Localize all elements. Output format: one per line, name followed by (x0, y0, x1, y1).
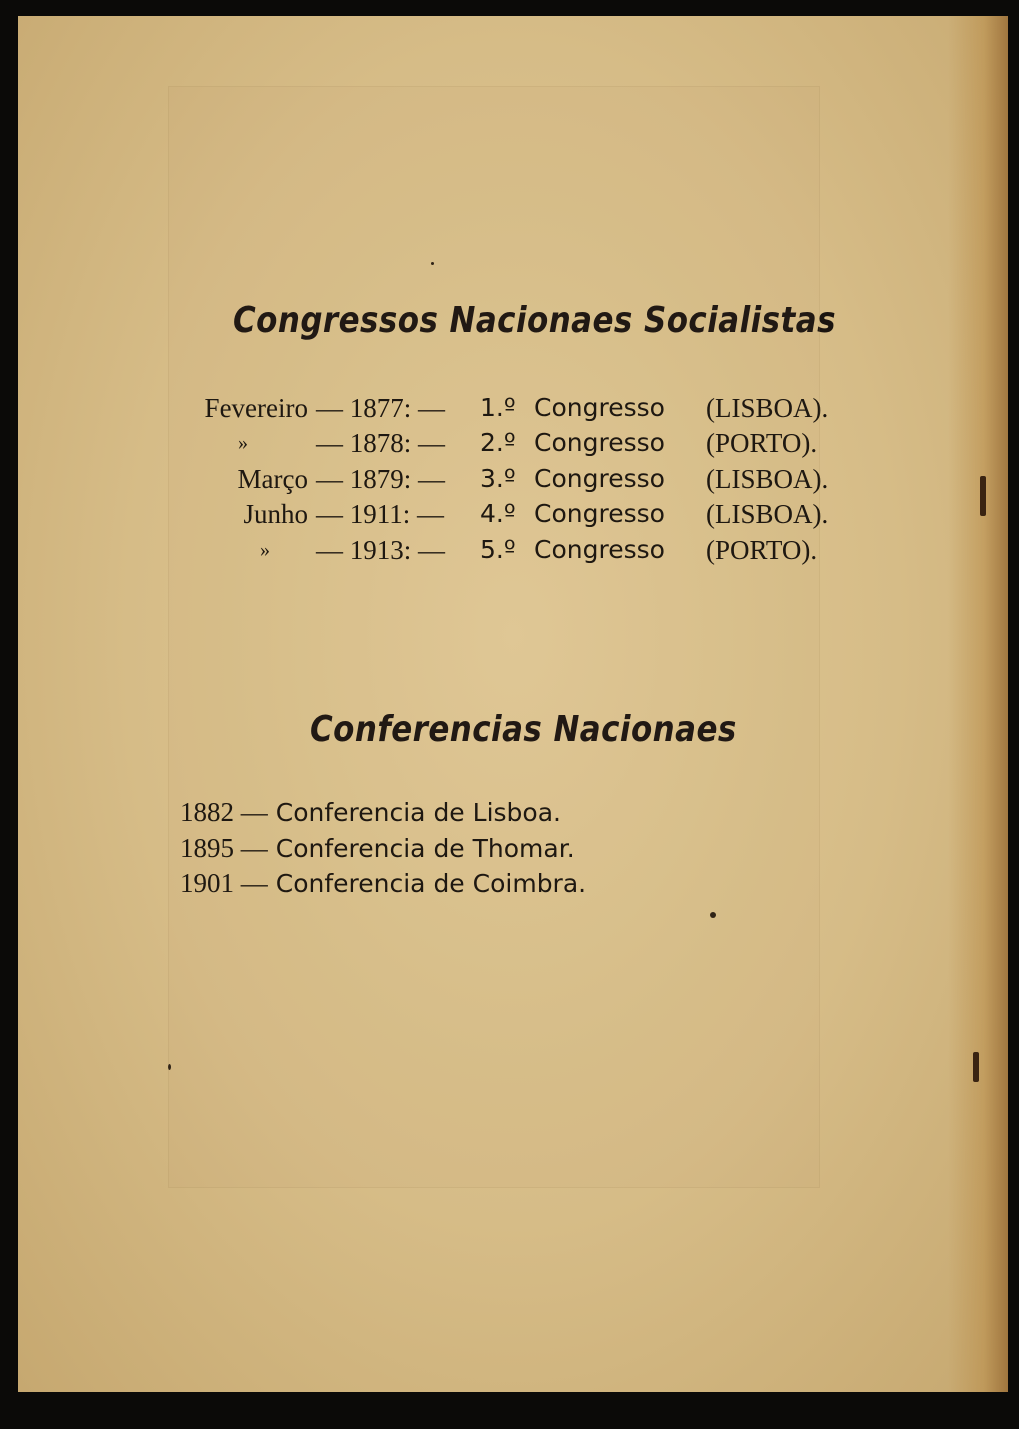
conferencia-row (180, 830, 575, 866)
conferencia-row (180, 865, 586, 901)
conferencia-year: 1895 — (180, 833, 268, 863)
congresso-city: (LISBOA). (706, 464, 829, 494)
conferencia-text: Conferencia de Thomar. (275, 834, 575, 863)
congresso-month: » (238, 432, 248, 454)
ink-speck (973, 1052, 979, 1082)
ink-speck (980, 476, 986, 516)
congresso-year: — 1878: — (316, 428, 446, 458)
congresso-year: — 1877: — (316, 393, 446, 423)
congresso-month: Junho (243, 499, 308, 529)
congressos-title: Congressos Nacionaes Socialistas (233, 300, 836, 341)
congresso-city: (LISBOA). (706, 499, 829, 529)
congresso-year: — 1911: — (316, 499, 444, 529)
congresso-label: Congresso (534, 428, 665, 457)
conferencia-text: Conferencia de Coimbra. (275, 869, 587, 898)
congresso-label: Congresso (534, 499, 665, 528)
ink-speck (710, 912, 716, 918)
congresso-city: (PORTO). (706, 535, 818, 565)
congresso-label: Congresso (534, 464, 665, 493)
congresso-number: 2.º (480, 428, 516, 457)
congresso-month: Março (237, 464, 308, 494)
congresso-number: 3.º (480, 464, 516, 493)
congresso-label: Congresso (534, 535, 665, 564)
conferencia-year: 1882 — (180, 797, 268, 827)
conferencia-row (180, 794, 561, 830)
conferencia-year: 1901 — (180, 868, 268, 898)
ink-speck (431, 262, 434, 265)
paper-sheet (18, 16, 1008, 1392)
congresso-city: (PORTO). (706, 428, 818, 458)
congresso-year: — 1913: — (316, 535, 446, 565)
conferencias-title: Conferencias Nacionaes (310, 709, 737, 750)
congresso-number: 5.º (480, 535, 516, 564)
congresso-label: Congresso (534, 393, 665, 422)
ink-speck (168, 1064, 171, 1070)
conferencia-text: Conferencia de Lisboa. (275, 798, 561, 827)
congresso-year: — 1879: — (316, 464, 446, 494)
congresso-city: (LISBOA). (706, 393, 829, 423)
congresso-number: 1.º (480, 393, 516, 422)
congresso-number: 4.º (480, 499, 516, 528)
congresso-month: Fevereiro (204, 393, 308, 423)
congresso-month: » (260, 539, 270, 561)
